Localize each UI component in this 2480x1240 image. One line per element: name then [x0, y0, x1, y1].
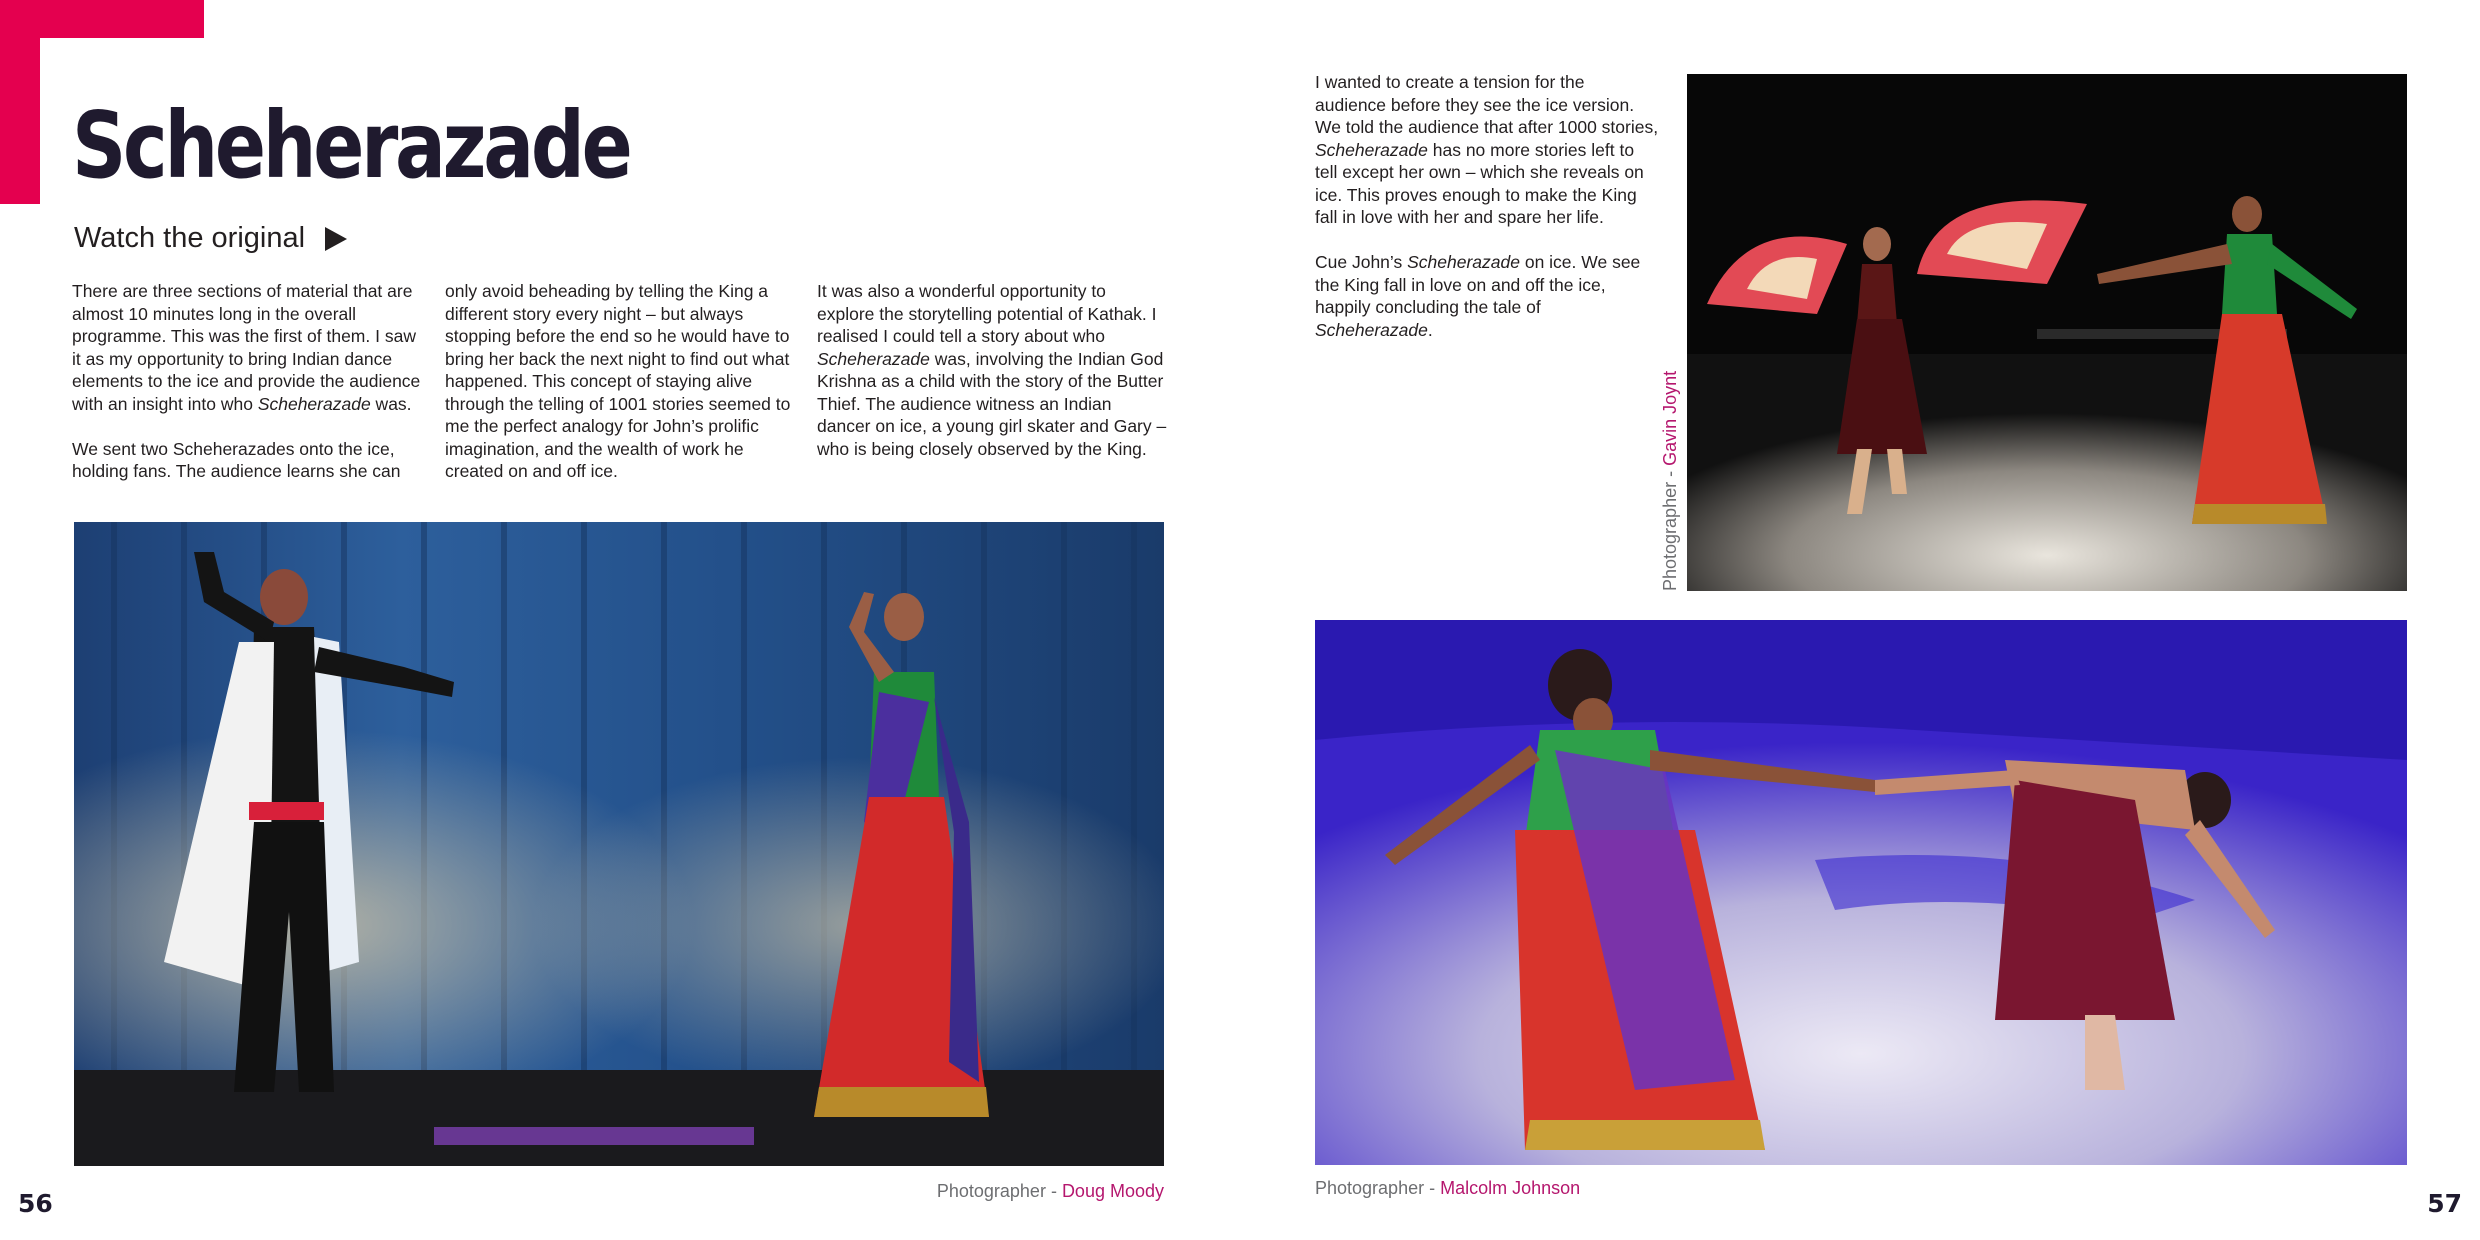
- paragraph: [445, 280, 795, 483]
- credit-prefix: Photographer -: [1315, 1178, 1441, 1198]
- paragraph: [1315, 251, 1660, 341]
- credit-prefix: Photographer -: [1660, 465, 1680, 591]
- watch-original-link[interactable]: [74, 222, 347, 255]
- text-span: We sent two Scheherazades onto the ice, holding fans. The audience learns she can: [72, 438, 401, 481]
- page-title: Scheherazade: [72, 92, 630, 199]
- play-icon: [325, 227, 347, 251]
- italic-title: Scheherazade: [817, 348, 930, 369]
- italic-title: Scheherazade: [1315, 139, 1428, 160]
- text-column-1: [72, 280, 422, 505]
- italic-title: Scheherazade: [1407, 252, 1520, 272]
- text-column-right: [1315, 71, 1660, 364]
- watch-original-label: Watch the original: [74, 222, 306, 254]
- italic-title: Scheherazade: [1315, 319, 1428, 340]
- text-span: Cue John’s: [1315, 252, 1408, 272]
- text-span: .: [1427, 319, 1433, 340]
- text-span: on ice. We see the King fall in love on and off the ice, happily concluding the tale of: [1315, 252, 1641, 317]
- text-span: It was also a wonderful opportunity to explore the storytelling potential of Kathak. I realised I could tell a story about who: [817, 281, 1157, 346]
- text-span: has no more stories left to tell except her own – which she reveals on ice. This proves enough to make the King fall in love with her and spare her life.: [1315, 139, 1644, 227]
- photo-credit-vertical: [1660, 371, 1681, 591]
- text-span: There are three sections of material that are almost 10 minutes long in the overall programme. This was the first of them. I saw it as my opportunity to bring Indian dance elements to the ice and provide the audience with an insight into who: [72, 281, 421, 414]
- paragraph: [817, 280, 1167, 460]
- text-span: only avoid beheading by telling the King a different story every night – but always stopping before the end so he would have to bring her back the next night to find out what happened. This concept of staying alive through the telling of 1001 stories seemed to me the perfect analogy for John’s prolific imagination, and the wealth of work he created on and off ice.: [445, 281, 791, 481]
- ice-duet-photo: [1315, 620, 2407, 1165]
- photo-credit-bottom-right: [1315, 1178, 1580, 1199]
- text-span: I wanted to create a tension for the audience before they see the ice version. We told the audience that after 1000 stories,: [1315, 72, 1659, 137]
- paragraph: [72, 280, 422, 415]
- photographer-name: Gavin Joynt: [1660, 370, 1680, 466]
- accent-bar-vertical: [0, 0, 40, 204]
- stage-dancers-photo: [74, 522, 1164, 1166]
- text-column-3: [817, 280, 1167, 483]
- page-number-right: 57: [2427, 1189, 2462, 1218]
- photographer-name: Doug Moody: [1061, 1181, 1164, 1201]
- photographer-name: Malcolm Johnson: [1440, 1178, 1581, 1198]
- text-span: was.: [370, 393, 412, 414]
- photo-credit-left: [937, 1181, 1164, 1202]
- paragraph: [72, 438, 422, 483]
- page-number-left: 56: [18, 1189, 53, 1218]
- text-span: was, involving the Indian God Krishna as a child with the story of the Butter Thief. The audience witness an Indian dancer on ice, a young girl skater and Gary – who is being closely observed by the King.: [817, 348, 1167, 459]
- italic-title: Scheherazade: [257, 393, 371, 414]
- text-column-2: [445, 280, 795, 505]
- fan-dancers-photo: [1687, 74, 2407, 591]
- credit-prefix: Photographer -: [936, 1181, 1062, 1201]
- paragraph: [1315, 71, 1660, 229]
